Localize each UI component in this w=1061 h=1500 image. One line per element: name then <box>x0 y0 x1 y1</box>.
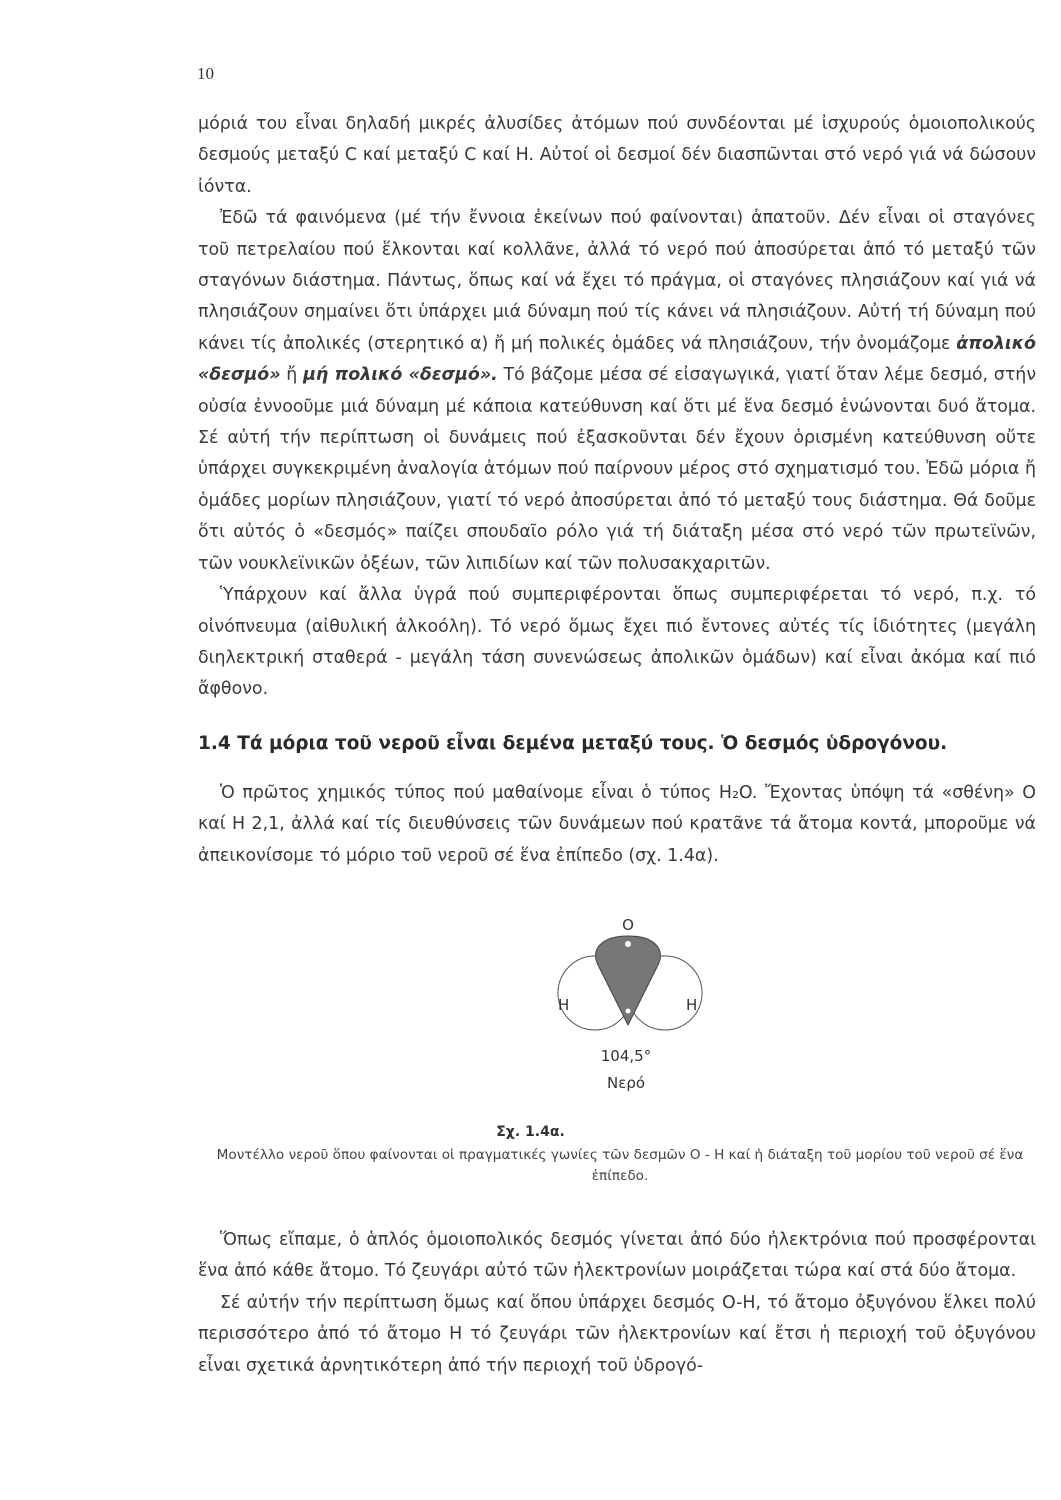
paragraph-bottom-2: Σέ αὐτήν τήν περίπτωση ὅμως καί ὅπου ὑπάρχει δεσμός O-H, τό ἄτομο ὀξυγόνου ἕλκει πολύ περισσότερο ἀπό τό ἄτομο H τό ζευγάρι τῶν ἠλεκτρονίων καί ἔτσι ἡ περιοχή τοῦ ὀξυγόνου εἶναι σχετικά ἀρνητικότερη ἀπό τήν περιοχή τοῦ ὑδρογό- <box>198 1292 1036 1376</box>
bond-angle-label: 104,5° <box>600 1047 652 1065</box>
text-block-section <box>198 778 1036 872</box>
figure-caption-title: Σχ. 1.4α. <box>496 1124 565 1140</box>
paragraph-1: μόριά του εἶναι δηλαδή μικρές ἀλυσίδες ἀτόμων πού συνδέονται μέ ἰσχυρούς ὁμοιοπολικούς δεσμούς μεταξύ C καί μεταξύ C καί H. Αὐτοί οἱ δεσμοί δέν διασπῶνται στό νερό γιά νά δώσουν ἰόντα. <box>198 114 1036 197</box>
text-block-bottom <box>198 1225 1036 1382</box>
conjunction-or: ἤ <box>286 365 298 386</box>
molecule-name-label: Νερό <box>606 1074 646 1092</box>
water-molecule-diagram <box>540 913 720 1093</box>
oxygen-label: O <box>622 916 634 934</box>
section-heading: 1.4 Τά μόρια τοῦ νεροῦ εἶναι δεμένα μεταξύ τους. Ὁ δεσμός ὑδρογόνου. <box>198 733 948 754</box>
hydrogen-right-label: H <box>686 996 698 1014</box>
paragraph-3: Ὑπάρχουν καί ἄλλα ὑγρά πού συμπεριφέρονται ὅπως συμπεριφέρεται τό νερό, π.χ. τό οἰνόπνευμα (αἰθυλική ἀλκοόλη). Τό νερό ὅμως ἔχει πιό ἔντονες αὐτές τίς ἰδιότητες (μεγάλη διηλεκτρική σταθερά - μεγάλη τάση συνενώσεως ἀπολικῶν ὁμάδων) καί εἶναι ἀκόμα καί πιό ἄφθονο. <box>198 585 1036 700</box>
angle-vertex <box>626 1009 631 1014</box>
page-number: 10 <box>197 64 214 83</box>
hydrogen-left-label: H <box>558 996 570 1014</box>
paragraph-bottom-1: Ὅπως εἴπαμε, ὁ ἁπλός ὁμοιοπολικός δεσμός γίνεται ἀπό δύο ἠλεκτρόνια πού προσφέρονται ἕνα ἀπό κάθε ἄτομο. Τό ζευγάρι αὐτό τῶν ἠλεκτρονίων μοιράζεται τώρα καί στά δύο ἄτομα. <box>198 1230 1036 1282</box>
oxygen-nucleus <box>625 941 631 947</box>
figure-caption-text: Μοντέλλο νεροῦ ὅπου φαίνονται οἱ πραγματικές γωνίες τῶν δεσμῶν O - H καί ἡ διάταξη τοῦ μορίου τοῦ νεροῦ σέ ἕνα ἐπίπεδο. <box>216 1147 1024 1184</box>
paragraph-2-text: Ἐδῶ τά φαινόμενα (μέ τήν ἔννοια ἐκείνων πού φαίνονται) ἀπατοῦν. Δέν εἶναι οἱ σταγόνες τοῦ πετρελαίου πού ἕλκονται καί κολλᾶνε, ἀλλά τό νερό πού ἀποσύρεται ἀπό τό μεταξύ τῶν σταγόνων διάστημα. Πάντως, ὅπως καί νά ἔχει τό πράγμα, οἱ σταγόνες πλησιάζουν καί γιά νά πλησιάζουν σημαίνει ὅτι ὑπάρχει μιά δύναμη πού τίς κάνει νά πλησιάζουν. Αὐτή τή δύναμη πού κάνει τίς ἀπολικές (στερητικό α) ἤ μή πολικές ὁμάδες νά πλησιάζουν, τήν ὀνομάζομε <box>198 208 1036 354</box>
term-apolar-bond: ἀπολικό «δεσμό» <box>198 333 1037 386</box>
water-molecule-figure <box>540 913 720 1093</box>
section-paragraph: Ὁ πρῶτος χημικός τύπος πού μαθαίνομε εἶναι ὁ τύπος H₂O. Ἔχοντας ὑπόψη τά «σθένη» O καί H 2,1, ἀλλά καί τίς διευθύνσεις τῶν δυνάμεων πού κρατᾶνε τά ἄτομα κοντά, μποροῦμε νά ἀπεικονίσομε τό μόριο τοῦ νεροῦ σέ ἕνα ἐπίπεδο (σχ. 1.4α). <box>198 783 1036 866</box>
paragraph-2 <box>198 203 1036 580</box>
paragraph-2-continuation: Τό βάζομε μέσα σέ εἰσαγωγικά, γιατί ὅταν λέμε δεσμό, στήν οὐσία ἐννοοῦμε μιά δύναμη μέ κάποια κατεύθυνση καί ὅτι μέ ἕνα δεσμό ἑνώνονται δυό ἄτομα. Σέ αὐτή τήν περίπτωση οἱ δυνάμεις πού ἐξασκοῦνται δέν ἔχουν ὁρισμένη κατεύθυνση οὔτε ὑπάρχει συγκεκριμένη ἀναλογία ἀτόμων πού παίρνουν μέρος στό σχηματισμό του. Ἐδῶ μόρια ἤ ὁμάδες μορίων πλησιάζουν, γιατί τό νερό ἀποσύρεται ἀπό τό μεταξύ τους διάστημα. Θά δοῦμε ὅτι αὐτός ὁ «δεσμός» παίζει σπουδαῖο ρόλο γιά τή διάταξη μέσα στό νερό τῶν πρωτεϊνῶν, τῶν νουκλεϊνικῶν ὀξέων, τῶν λιπιδίων καί τῶν πολυσακχαριτῶν. <box>198 365 1037 574</box>
text-block-top <box>198 109 1036 706</box>
term-nonpolar-bond: μή πολικό «δεσμό». <box>303 365 498 386</box>
